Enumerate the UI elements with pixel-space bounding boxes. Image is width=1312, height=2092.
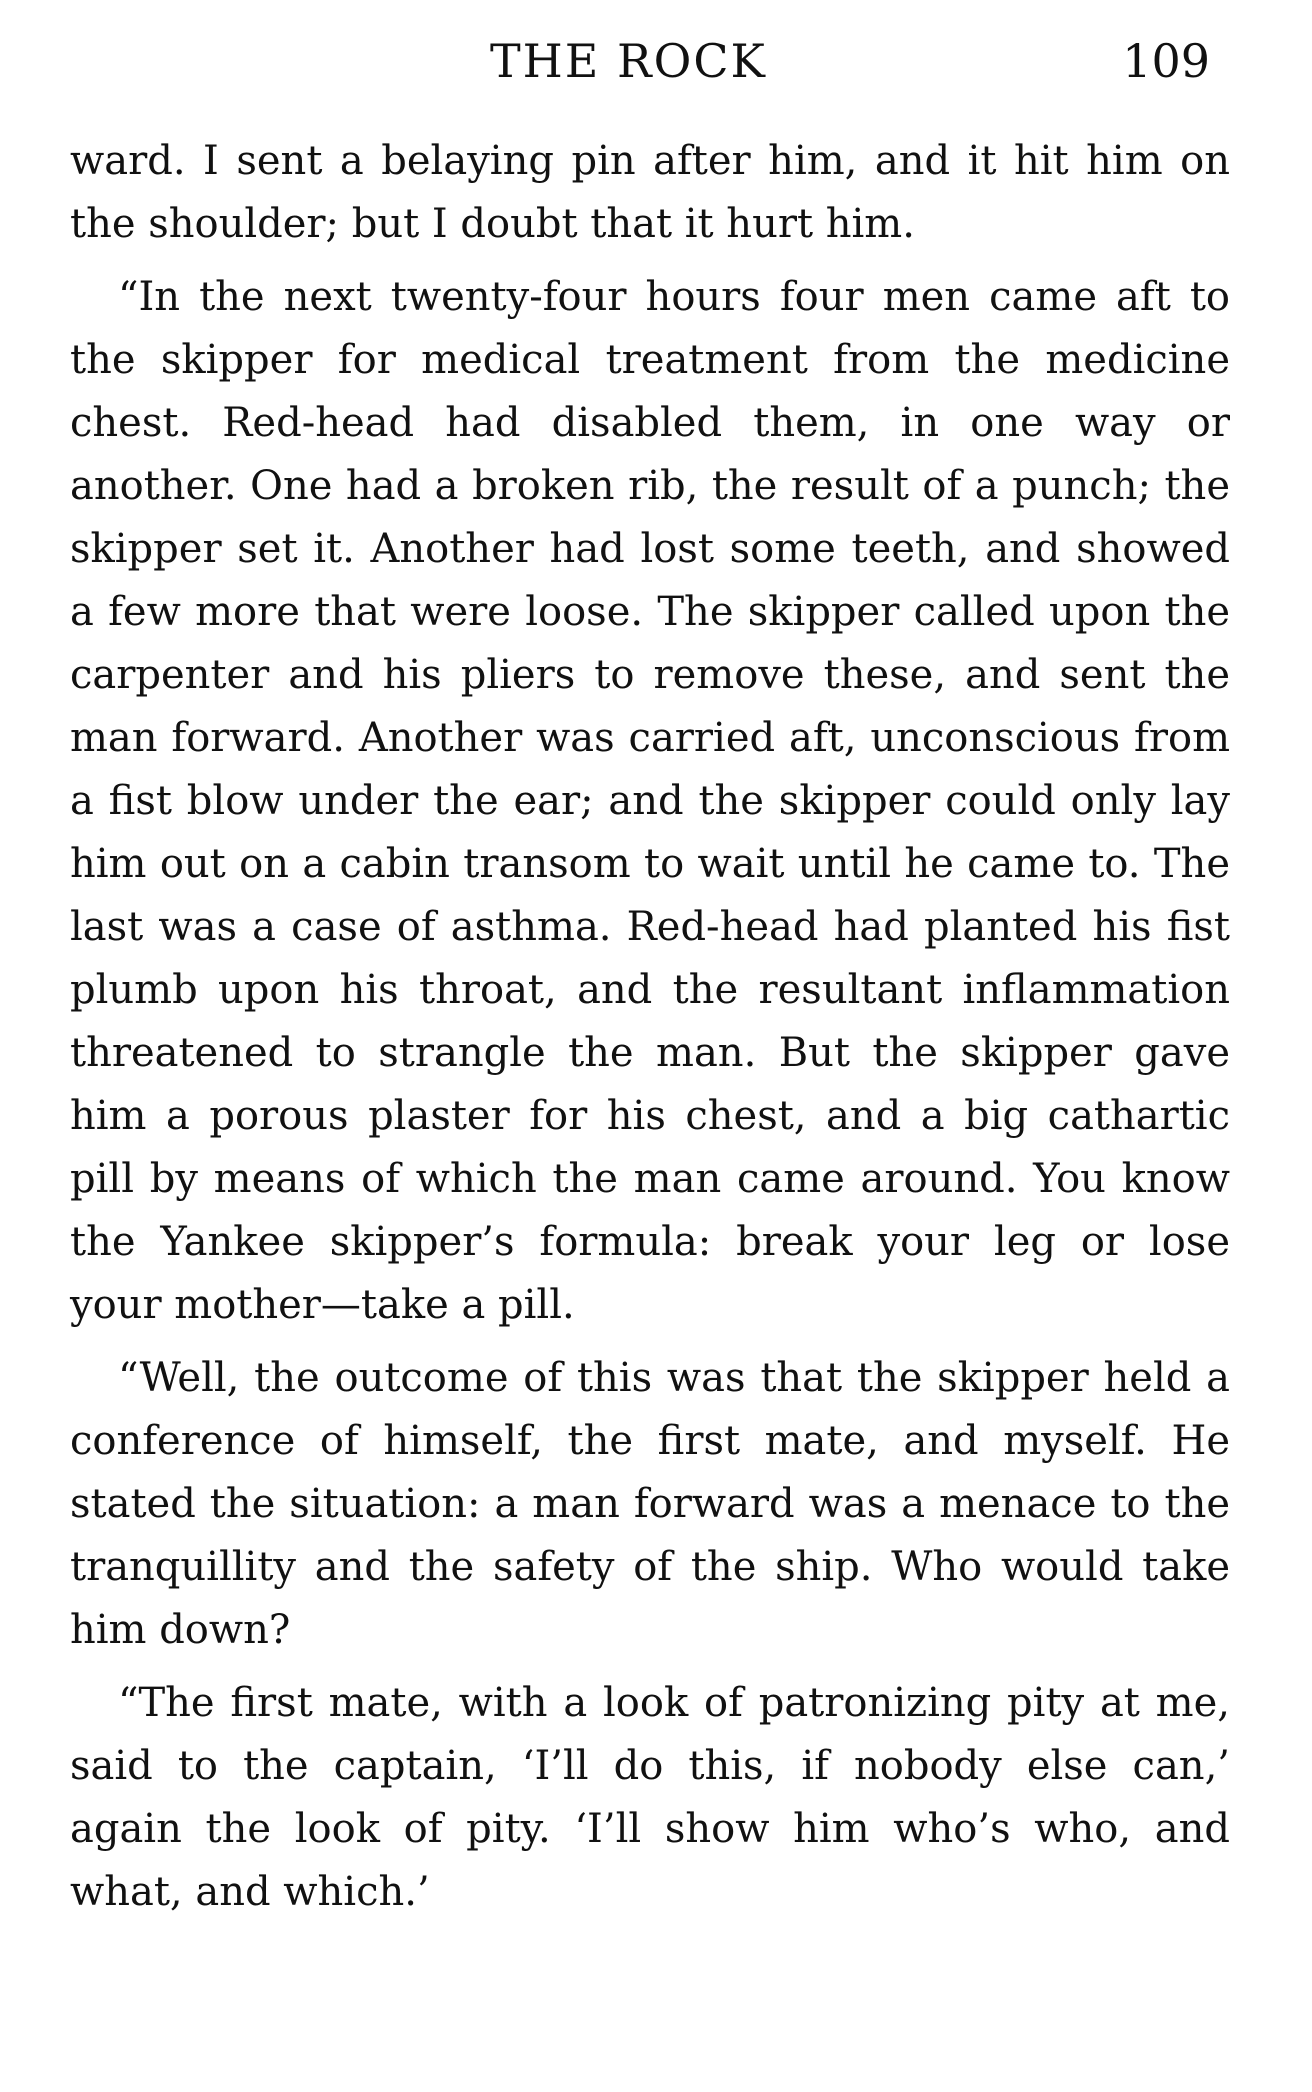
page-number: 109 (1122, 34, 1210, 88)
running-head (70, 30, 1230, 110)
book-page (70, 30, 1230, 2060)
body-text (70, 130, 1230, 1924)
paragraph-3: “Well, the outcome of this was that the skipper held a conference of himself, the first mate, and myself. He stated the situation: a man forward was a menace to the tranquillity and the safety of the ship. Who would take him down? (70, 1355, 1230, 1653)
running-title: THE ROCK (490, 34, 767, 88)
paragraph-2: “In the next twenty-four hours four men came aft to the skipper for medical treatment from the medicine chest. Red-head had disabled them, in one way or another. One had a broken rib, the result of a punch; the skipper set it. Another had lost some teeth, and showed a few more that were loose. The skipper called upon the carpenter and his pliers to remove these, and sent the man forward. Another was carried aft, unconscious from a fist blow under the ear; and the skipper could only lay him out on a cabin transom to wait until he came to. The last was a case of asthma. Red-head had planted his fist plumb upon his throat, and the resultant inflammation threatened to strangle the man. But the skipper gave him a porous plaster for his chest, and a big cathartic pill by means of which the man came around. You know the Yankee skipper’s formula: break your leg or lose your mother—take a pill. (70, 274, 1230, 1328)
paragraph-1: ward. I sent a belaying pin after him, and it hit him on the shoulder; but I doubt that it hurt him. (70, 138, 1230, 247)
paragraph-4: “The first mate, with a look of patronizing pity at me, said to the captain, ‘I’ll do this, if nobody else can,’ again the look of pity. ‘I’ll show him who’s who, and what, and which.’ (70, 1680, 1230, 1915)
